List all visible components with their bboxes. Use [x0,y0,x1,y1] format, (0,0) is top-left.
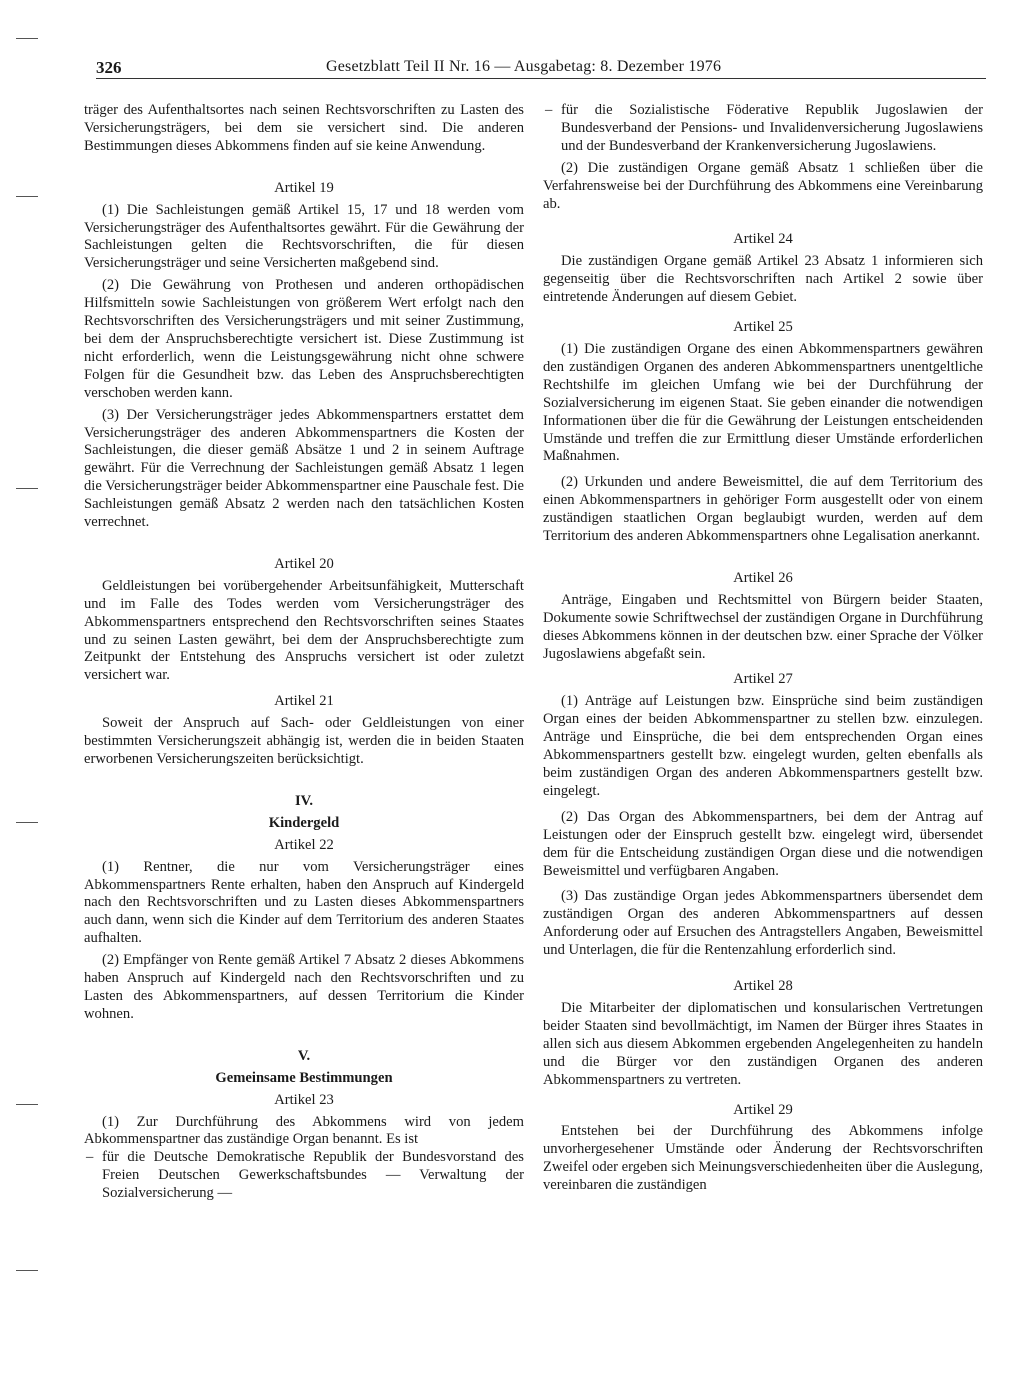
paragraph: (1) Die Sachleistungen gemäß Artikel 15, 17 und 18 werden vom Versicherungsträger des Aufenthaltsortes gewährt. Für die Gewährung der Sachleistungen gelten die Rechtsvorschriften, die für diesen Versicherungsträger und seine Versicherten maßgebend sind. [84,201,524,272]
article-heading-19: Artikel 19 [274,179,334,196]
paragraph: Anträge, Eingaben und Rechtsmittel von Bürgern beider Staaten, Dokumente sowie Schriftwechsel der zuständigen Organe in Durchführung dieses Abkommens können in der deutschen bzw. einer Sprache der Völker Jugoslawiens abgefaßt sein. [543,591,983,662]
paragraph: (3) Der Versicherungsträger jedes Abkommenspartners erstattet dem Versicherungsträger des anderen Abkommenspartners die Kosten der Sachleistungen, die dieser gemäß Absätze 1 und 2 in seinem Auftrage gewährt. Für die Verrechnung der Sachleistungen gemäß Absatz 1 legen die Versicherungsträger beider Abkommenspartner eine Pauschale fest. Die Sachleistungen gemäß Absatz 2 werden nach den tatsächlichen Kosten verrechnet. [84,406,524,531]
paragraph: Die Mitarbeiter der diplomatischen und konsularischen Vertretungen beider Staaten sind bevollmächtigt, im Namen der Bürger ihres Staates in allen sich aus diesem Abkommen ergebenden Angelegenheiten zu handeln und die Bürger vor den zuständigen Organen des anderen Abkommenspartners zu vertreten. [543,999,983,1088]
article-heading-27: Artikel 27 [733,671,793,688]
right-column [543,102,983,1195]
article-heading-26: Artikel 26 [733,569,793,586]
section-title-kindergeld: Kindergeld [268,814,340,831]
paragraph: (1) Zur Durchführung des Abkommens wird von jedem Abkommenspartner das zuständige Organ benannt. Es ist [84,1113,524,1148]
paragraph: (2) Das Organ des Abkommenspartners, bei dem der Antrag auf Leistungen oder der Einspruch gestellt bzw. eingelegt wird, übersendet dem für die Entscheidung zuständigen Organ diese und die notwendigen Beweismittel und verfügbaren Angaben. [543,808,983,879]
header-rule [96,78,986,79]
margin-mark [16,822,38,823]
dash-list [543,102,983,156]
article-heading-23: Artikel 23 [274,1091,334,1108]
article-heading-24: Artikel 24 [733,231,793,248]
margin-mark [16,196,38,197]
list-item: – für die Deutsche Demokratische Republik der Bundesvorstand des Freien Deutschen Gewerkschaftsbundes — Verwaltung der Sozialversicherung — [84,1149,524,1203]
left-column [84,102,524,1203]
article-heading-22: Artikel 22 [274,836,334,853]
paragraph: (2) Die Gewährung von Prothesen und anderen orthopädischen Hilfsmitteln sowie Sachleistungen von größerem Wert erfolgt nach den Rechtsvorschriften des Versicherungsträgers und mit seiner Zustimmung, bei dem der Anspruchsberechtigte versichert ist. Diese Zustimmung ist nicht erforderlich, wenn die Leistungsgewährung nicht ohne schwere Folgen für die Gesundheit bzw. das Leben des Anspruchsberechtigten verschoben werden kann. [84,277,524,401]
paragraph: (1) Die zuständigen Organe des einen Abkommenspartners gewähren den zuständigen Organen des anderen Abkommenspartners unentgeltliche Rechtshilfe im gleichen Umfang wie bei der Durchführung der Sozialversicherung im eigenen Staat. Sie geben einander die notwendigen Informationen über die für die Gewährung der Leistungen entscheidenden Umstände und treffen die zur Ermittlung dieser Umstände erforderlichen Maßnahmen. [543,340,983,465]
page-number: 326 [96,58,122,77]
article-heading-25: Artikel 25 [733,319,793,336]
paragraph: (3) Das zuständige Organ jedes Abkommenspartners übersendet dem zuständigen Organ des anderen Abkommenspartners auf dessen Anforderung oder auf Ersuchen des Antragstellers Angaben, Beweismittel und Unterlagen, die für die Rentenzahlung erforderlich sind. [543,888,983,959]
paragraph: Entstehen bei der Durchführung des Abkommens infolge unvorhergesehener Umstände oder Änderung der Rechtsvorschriften Zweifel oder ergeben sich Meinungsverschiedenheiten über die Auslegung, vereinbaren die zuständigen [543,1123,983,1194]
paragraph: (1) Rentner, die nur vom Versicherungsträger eines Abkommenspartners Rente erhalten, haben den Anspruch auf Kindergeld nach den Rechtsvorschriften und zu Lasten dieses Abkommenspartners auch dann, wenn sich die Kinder auf dem Territorium des anderen Staates aufhalten. [84,858,524,947]
article-heading-21: Artikel 21 [274,693,334,710]
paragraph: (2) Empfänger von Rente gemäß Artikel 7 Absatz 2 dieses Abkommens haben Anspruch auf Kindergeld nach den Rechtsvorschriften und zu Lasten des Abkommenspartners, auf dessen Territorium die Kinder wohnen. [84,952,524,1022]
paragraph: (2) Die zuständigen Organe gemäß Absatz 1 schließen über die Verfahrensweise bei der Durchführung des Abkommens eine Vereinbarung ab. [543,159,983,212]
margin-mark [16,1270,38,1271]
paragraph: Die zuständigen Organe gemäß Artikel 23 Absatz 1 informieren sich gegenseitig über die Rechtsvorschriften nach Artikel 2 sowie über eintretende Änderungen auf diesem Gebiet. [543,253,983,306]
running-title: Gesetzblatt Teil II Nr. 16 — Ausgabetag: 8. Dezember 1976 [326,58,722,75]
paragraph: (2) Urkunden und andere Beweismittel, die auf dem Territorium des einen Abkommenspartners in gehöriger Form ausgestellt oder von einem zuständigen staatlichen Organ beglaubigt wurden, werden auf dem Territorium des anderen Abkommenspartners ohne Legalisation anerkannt. [543,474,983,545]
dash-list [84,1149,524,1203]
article-heading-29: Artikel 29 [733,1101,793,1118]
paragraph: träger des Aufenthaltsortes nach seinen Rechtsvorschriften zu Lasten des Versicherungsträgers, bei dem sie versichert sind. Die anderen Bestimmungen dieses Abkommens finden auf sie keine Anwendung. [84,102,524,154]
margin-mark [16,488,38,489]
margin-mark [16,38,38,39]
section-number-4: IV. [295,792,313,809]
section-title-gemeinsame-bestimmungen: Gemeinsame Bestimmungen [215,1069,393,1086]
paragraph: Soweit der Anspruch auf Sach- oder Geldleistungen von einer bestimmten Versicherungszeit abhängig ist, werden die in beiden Staaten erworbenen Versicherungszeiten berücksichtigt. [84,715,524,767]
margin-mark [16,1104,38,1105]
paragraph: Geldleistungen bei vorübergehender Arbeitsunfähigkeit, Mutterschaft und im Falle des Todes werden vom Versicherungsträger des Abkommenspartners entsprechend den Rechtsvorschriften seines Staates und zu seinen Lasten gewährt, bei dem der Anspruchsberechtigte zum Zeitpunkt der Entstehung des Anspruchs versichert ist oder zuletzt versichert war. [84,577,524,684]
article-heading-28: Artikel 28 [733,978,793,995]
article-heading-20: Artikel 20 [274,555,334,572]
paragraph: (1) Anträge auf Leistungen bzw. Einsprüche sind beim zuständigen Organ eines der beiden Abkommenspartner zu stellen bzw. einzulegen. Anträge und Einsprüche, die bei dem entsprechenden Organ eines Abkommenspartners gestellt bzw. eingelegt wurden, gelten ebenfalls als beim zuständigen Organ des anderen Abkommenspartners gestellt bzw. eingelegt. [543,693,983,799]
list-item: – für die Sozialistische Föderative Republik Jugoslawien der Bundesverband der Pensions- und Invalidenversicherung Jugoslawiens und der Bundesverband der Krankenversicherung Jugoslawiens. [543,102,983,156]
section-number-5: V. [297,1047,311,1064]
